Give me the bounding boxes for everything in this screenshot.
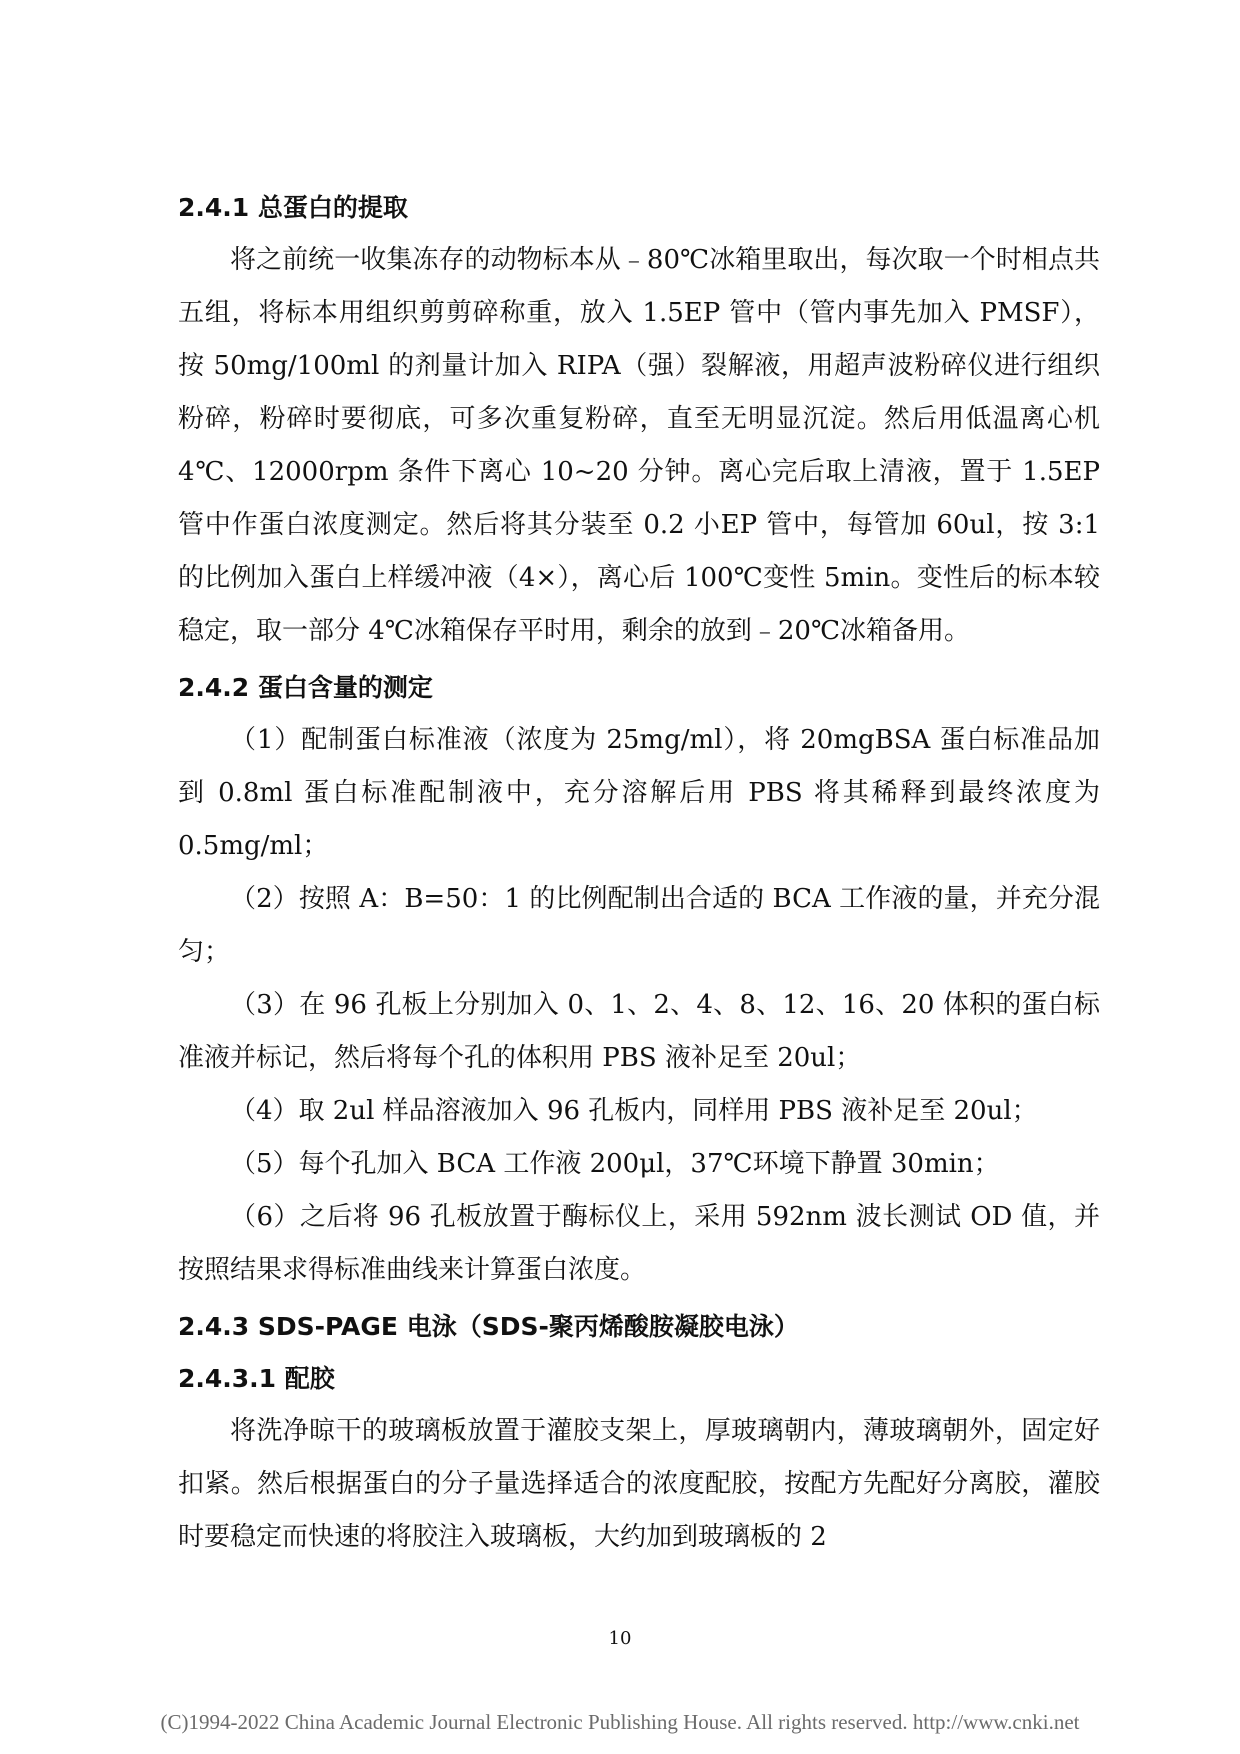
section-heading-2-4-2: 2.4.2 蛋白含量的测定 xyxy=(178,673,433,702)
list-item-step-5: （5）每个孔加入 BCA 工作液 200μl，37℃环境下静置 30min； xyxy=(230,1149,1000,1179)
list-item-step-3: （3）在 96 孔板上分别加入 0、1、2、4、8、12、16、20 体积的蛋白标准液并标记，然后将每个孔的体积用 PBS 液补足至 20ul； xyxy=(178,990,1100,1073)
list-item-step-6: （6）之后将 96 孔板放置于酶标仪上，采用 592nm 波长测试 OD 值，并按照结果求得标准曲线来计算蛋白浓度。 xyxy=(178,1202,1100,1285)
page-content xyxy=(178,186,1100,1564)
list-item-step-2: （2）按照 A：B=50：1 的比例配制出合适的 BCA 工作液的量，并充分混匀； xyxy=(178,884,1100,967)
page-number: 10 xyxy=(608,1628,632,1649)
list-item-step-4: （4）取 2ul 样品溶液加入 96 孔板内，同样用 PBS 液补足至 20ul； xyxy=(230,1096,1038,1126)
paragraph-gel-preparation: 将洗净晾干的玻璃板放置于灌胶支架上，厚玻璃朝内，薄玻璃朝外，固定好扣紧。然后根据蛋白的分子量选择适合的浓度配胶，按配方先配好分离胶，灌胶时要稳定而快速的将胶注入玻璃板，大约加到玻璃板的 2 xyxy=(178,1416,1100,1552)
section-heading-2-4-1: 2.4.1 总蛋白的提取 xyxy=(178,193,408,222)
copyright-footer: (C)1994-2022 China Academic Journal Electronic Publishing House. All rights reserved. http://www.cnki.net xyxy=(160,1710,1080,1734)
paragraph-protein-extraction: 将之前统一收集冻存的动物标本从﹣80℃冰箱里取出，每次取一个时相点共五组，将标本用组织剪剪碎称重，放入 1.5EP 管中（管内事先加入 PMSF），按 50mg/100ml 的剂量计加入 RIPA（强）裂解液，用超声波粉碎仪进行组织粉碎，粉碎时要彻底，可多次重复粉碎，直至无明显沉淀。然后用低温离心机 4℃、12000rpm 条件下离心 10~20 分钟。离心完后取上清液，置于 1.5EP 管中作蛋白浓度测定。然后将其分装至 0.2 小EP 管中，每管加 60ul，按 3:1 的比例加入蛋白上样缓冲液（4×），离心后 100℃变性 5min。变性后的标本较稳定，取一部分 4℃冰箱保存平时用，剩余的放到﹣20℃冰箱备用。 xyxy=(178,245,1100,646)
section-heading-2-4-3-1: 2.4.3.1 配胶 xyxy=(178,1364,335,1393)
list-item-step-1: （1）配制蛋白标准液（浓度为 25mg/ml），将 20mgBSA 蛋白标准品加到 0.8ml 蛋白标准配制液中，充分溶解后用 PBS 将其稀释到最终浓度为 0.5mg/ml； xyxy=(178,725,1100,861)
section-heading-2-4-3: 2.4.3 SDS-PAGE 电泳（SDS-聚丙烯酸胺凝胶电泳） xyxy=(178,1312,799,1341)
